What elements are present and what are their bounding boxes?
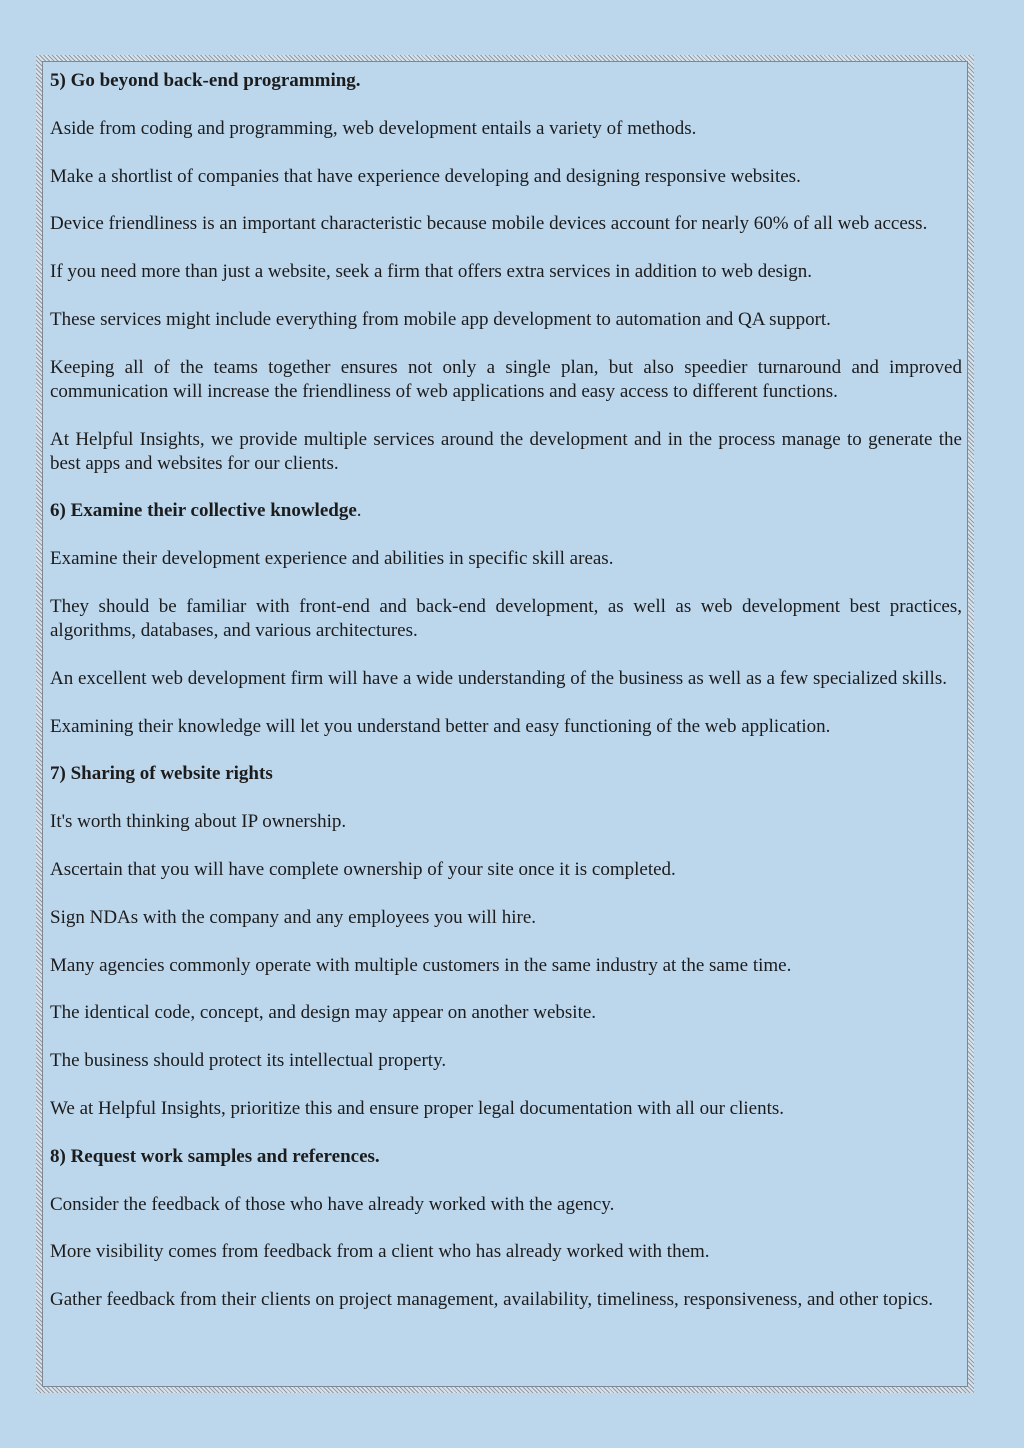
section-heading-5: 5) Go beyond back-end programming. bbox=[50, 70, 361, 91]
paragraph: These services might include everything from mobile app development to automation and QA support. bbox=[50, 308, 831, 330]
paragraph: If you need more than just a website, seek a firm that offers extra services in addition to web design. bbox=[50, 261, 813, 283]
section-heading-6-suffix: . bbox=[356, 500, 362, 522]
paragraph: They should be familiar with front-end and back-end development, as well as web development best practices, algorithms, databases, and various architectures. bbox=[50, 595, 962, 641]
paragraph: It's worth thinking about IP ownership. bbox=[50, 811, 347, 833]
paragraph: Examine their development experience and abilities in specific skill areas. bbox=[50, 548, 614, 570]
paragraph: Keeping all of the teams together ensures not only a single plan, but also speedier turnaround and improved communication will increase the friendliness of web applications and easy access to different functions. bbox=[50, 356, 962, 402]
paragraph: We at Helpful Insights, prioritize this and ensure proper legal documentation with all our clients. bbox=[50, 1097, 784, 1119]
document-body bbox=[50, 69, 962, 1312]
paragraph: The identical code, concept, and design may appear on another website. bbox=[50, 1002, 597, 1024]
section-heading-8: 8) Request work samples and references. bbox=[50, 1145, 380, 1167]
paragraph: Examining their knowledge will let you understand better and easy functioning of the web application. bbox=[50, 715, 831, 737]
paragraph: At Helpful Insights, we provide multiple services around the development and in the process manage to generate the best apps and websites for our clients. bbox=[50, 428, 962, 474]
paragraph: Sign NDAs with the company and any employees you will hire. bbox=[50, 906, 537, 928]
paragraph: Many agencies commonly operate with multiple customers in the same industry at the same time. bbox=[50, 954, 792, 976]
paragraph: Make a shortlist of companies that have experience developing and designing responsive websites. bbox=[50, 165, 801, 187]
paragraph: Ascertain that you will have complete ownership of your site once it is completed. bbox=[50, 858, 676, 880]
section-heading-6-text: 6) Examine their collective knowledge bbox=[50, 500, 357, 522]
section-heading-6 bbox=[50, 499, 962, 523]
paragraph: Consider the feedback of those who have already worked with the agency. bbox=[50, 1193, 615, 1215]
paragraph: Aside from coding and programming, web development entails a variety of methods. bbox=[50, 117, 697, 139]
paragraph: Gather feedback from their clients on project management, availability, timeliness, responsiveness, and other topics. bbox=[50, 1289, 934, 1311]
paragraph: An excellent web development firm will have a wide understanding of the business as well as a few specialized skills. bbox=[50, 667, 947, 689]
document-frame bbox=[36, 55, 974, 1393]
paragraph: More visibility comes from feedback from a client who has already worked with them. bbox=[50, 1241, 710, 1263]
section-heading-7: 7) Sharing of website rights bbox=[50, 763, 273, 785]
paragraph: The business should protect its intellectual property. bbox=[50, 1050, 447, 1072]
paragraph: Device friendliness is an important characteristic because mobile devices account for nearly 60% of all web access. bbox=[50, 213, 928, 235]
